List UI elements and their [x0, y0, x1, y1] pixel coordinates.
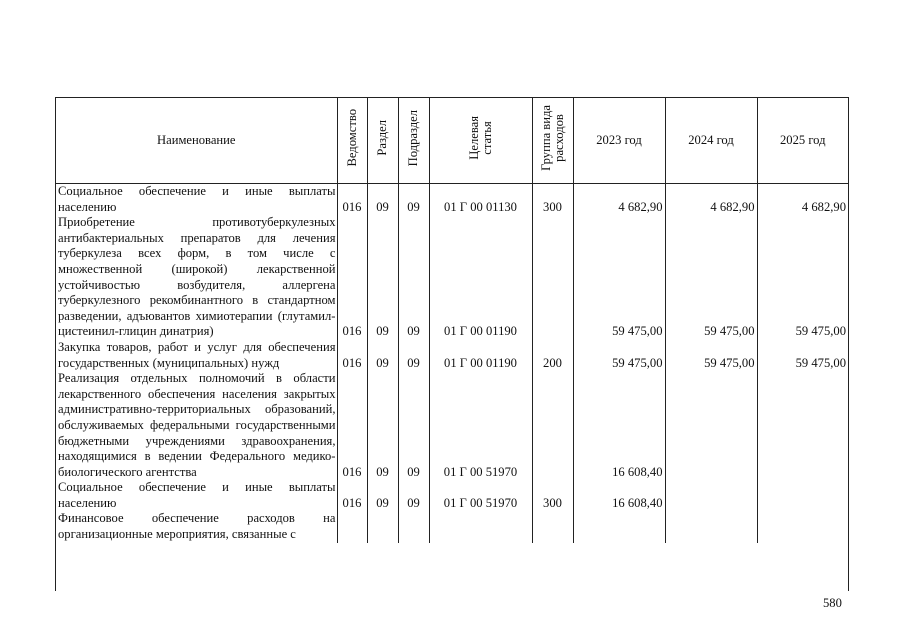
row-razdel: 09 [367, 215, 398, 340]
row-gruppa [532, 371, 573, 480]
header-2025: 2025 год [757, 98, 848, 184]
row-celevaya: 01 Г 00 01190 [429, 340, 532, 371]
row-name: Реализация отдельных полномочий в области лекарственного обеспечения населения закрытых административно-территориальных образований, обслуживаемых федеральными государственными бюджетными учреждениями здравоохранения, находящимися в ведении Федерального медико-биологического агентства [58, 371, 336, 479]
row-vedomstvo: 016 [337, 371, 367, 480]
header-2024: 2024 год [665, 98, 757, 184]
row-razdel: 09 [367, 371, 398, 480]
table-row [56, 480, 848, 511]
row-podrazdel: 09 [398, 371, 429, 480]
row-2024 [665, 371, 757, 480]
row-2023 [573, 511, 665, 542]
row-name: Социальное обеспечение и иные выплаты населению [58, 480, 336, 510]
page-number: 580 [823, 596, 842, 610]
row-gruppa: 300 [532, 184, 573, 216]
budget-table-container [55, 97, 849, 591]
row-2024 [665, 511, 757, 542]
row-2024 [665, 480, 757, 511]
row-celevaya [429, 511, 532, 542]
row-2023: 4 682,90 [573, 184, 665, 216]
row-2024: 4 682,90 [665, 184, 757, 216]
header-gruppa: Группа вида расходов [532, 98, 573, 184]
row-podrazdel: 09 [398, 184, 429, 216]
row-2025 [757, 371, 848, 480]
row-2023: 59 475,00 [573, 340, 665, 371]
row-name: Закупка товаров, работ и услуг для обеспечения государственных (муниципальных) нужд [58, 339, 336, 370]
row-celevaya: 01 Г 00 51970 [429, 371, 532, 480]
table-row [56, 371, 848, 480]
row-vedomstvo: 016 [337, 184, 367, 216]
row-podrazdel: 09 [398, 480, 429, 511]
row-vedomstvo: 016 [337, 480, 367, 511]
table-row [56, 215, 848, 340]
row-2025 [757, 480, 848, 511]
row-celevaya: 01 Г 00 01130 [429, 184, 532, 216]
row-name: Приобретение противотуберкулезных антибактериальных препаратов для лечения туберкулеза всех форм, в том числе с множественной (широкой) лекарственной устойчивостью возбудителя, аллергена туберкулезного рекомбинантного в стандартном разведении, адъювантов химиотерапии (глутамил-цистеинил-глицин динатрия) [58, 215, 336, 339]
row-podrazdel [398, 511, 429, 542]
header-vedomstvo: Ведомство [337, 98, 367, 184]
row-gruppa [532, 215, 573, 340]
row-2023: 16 608,40 [573, 371, 665, 480]
budget-table [56, 98, 848, 543]
row-2023: 59 475,00 [573, 215, 665, 340]
header-2023: 2023 год [573, 98, 665, 184]
row-gruppa: 200 [532, 340, 573, 371]
row-vedomstvo [337, 511, 367, 542]
row-razdel [367, 511, 398, 542]
header-celevaya: Целевая статья [429, 98, 532, 184]
table-header-row [56, 98, 848, 184]
row-razdel: 09 [367, 184, 398, 216]
row-name: Социальное обеспечение и иные выплаты населению [58, 184, 336, 214]
row-2024: 59 475,00 [665, 340, 757, 371]
row-vedomstvo: 016 [337, 215, 367, 340]
table-row [56, 184, 848, 216]
header-podrazdel: Подраздел [398, 98, 429, 184]
row-celevaya: 01 Г 00 51970 [429, 480, 532, 511]
row-2025: 59 475,00 [795, 355, 846, 370]
row-2025 [757, 511, 848, 542]
header-name: Наименование [56, 98, 337, 184]
table-row [56, 340, 848, 371]
row-gruppa [532, 511, 573, 542]
header-razdel: Раздел [367, 98, 398, 184]
row-razdel: 09 [367, 340, 398, 371]
row-2025: 4 682,90 [801, 199, 846, 214]
row-podrazdel: 09 [398, 215, 429, 340]
row-razdel: 09 [367, 480, 398, 511]
row-vedomstvo: 016 [337, 340, 367, 371]
table-row [56, 511, 848, 542]
row-name: Финансовое обеспечение расходов на организационные мероприятия, связанные с [58, 511, 336, 542]
row-celevaya: 01 Г 00 01190 [429, 215, 532, 340]
row-2024: 59 475,00 [665, 215, 757, 340]
row-2023: 16 608,40 [573, 480, 665, 511]
row-podrazdel: 09 [398, 340, 429, 371]
row-gruppa: 300 [532, 480, 573, 511]
row-2025: 59 475,00 [795, 324, 846, 339]
